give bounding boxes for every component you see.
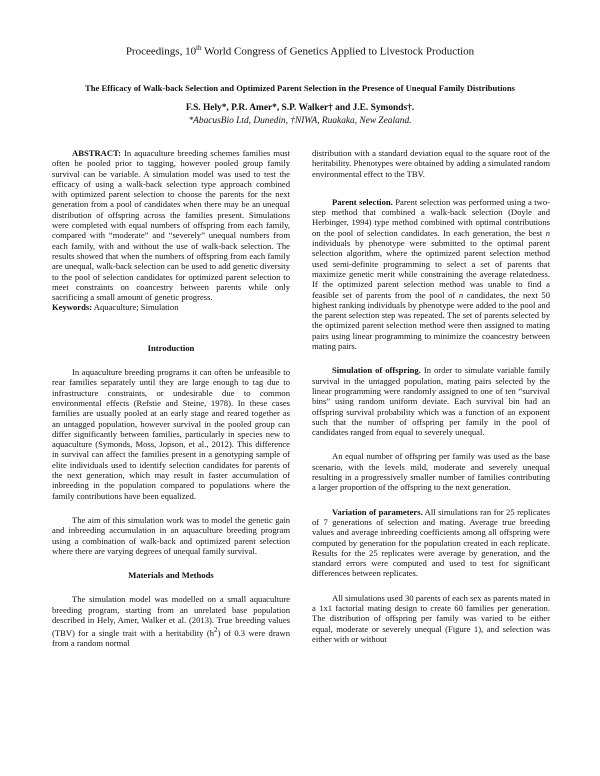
keywords	[52, 302, 290, 312]
methods-paragraph-1	[52, 594, 290, 648]
variation-heading: Variation of parameters.	[332, 506, 423, 517]
variation-text: All simulations ran for 25 replicates of 7 generations of selection and mating. Average true breeding values and average inbreeding coefficients among all offspring were computed by generation for the population created in each replicate. Results for the 25 replicates were average by generation, and the standard errors were computed and used to test for significant differences between replicates.	[312, 506, 550, 579]
left-column	[52, 148, 290, 649]
authors: F.S. Hely*, P.R. Amer*, S.P. Walker† and J.E. Symonds†.	[185, 103, 415, 113]
equal-offspring-paragraph: An equal number of offspring per family was used as the base scenario, with the levels mild, moderate and severely unequal resulting in a progressively smaller number of families contributing a larger proportion of the offspring to the next generation.	[312, 451, 550, 493]
parent-selection-text-c: candidates, the next 50 highest ranking individuals by phenotype were added to the pool and the parent selection step was repeated. The set of parents selected by the optimized parent selection method were then assigned to mating pairs using linear programming to minimize the coancestry between mating pairs.	[312, 289, 550, 352]
simulation-paragraph	[312, 365, 550, 437]
methods-text: The simulation model was modelled on a small aquaculture breeding program, starting from an unrelated base population described in Hely, Amer, Walker et al. (2013). True breeding values (TBV) for a single trait with a heritability (h	[52, 594, 290, 639]
proceedings-header	[0, 44, 600, 58]
heritability-superscript: 2	[214, 626, 218, 635]
methods-text-rest: ) of 0.3 were drawn from a random normal	[52, 628, 290, 649]
abstract	[52, 148, 290, 302]
parent-selection-paragraph	[312, 197, 550, 351]
abstract-text: In aquaculture breeding schemes families must often be pooled prior to tagging, however pooled group family survival can be variable. A simulation model was used to test the efficacy of using a walk-back selection type approach combined with optimized parent selection to choose the parents for the next generation from a pool of candidates when there may be an unequal distribution of offspring across the families present. Simulations were completed with equal numbers of offspring from each family, compared with “moderate” and “severely” unequal numbers from each family, with and without the use of walk-back selection. The results showed that when the numbers of offspring from each family are unequal, walk-back selection can be used to add genetic diversity to the pool of selection candidates for optimized parent selection to meet constraints on coancestry between parents while only sacrificing a small amount of genetic progress.	[52, 148, 290, 303]
right-column	[312, 148, 550, 644]
methods-heading: Materials and Methods	[128, 570, 214, 581]
simulation-text: In order to simulate variable family survival in the untagged population, mating pairs selected by the linear programming were randomly assigned to one of ten “survival bins” using random uniform deviate. Each survival bin had an offspring survival probability which was a function of an exponent such that the number of offspring per family in the pool of candidates ranged from equal to severely unequal.	[312, 365, 550, 438]
methods-paragraph-continued: distribution with a standard deviation equal to the square root of the heritability. Phenotypes were obtained by adding a simulated random environmental effect to the TBV.	[312, 148, 550, 179]
variable-n: n	[458, 289, 464, 300]
affiliation: *AbacusBio Ltd, Dunedin, †NIWA, Ruakaka, New Zealand.	[188, 116, 412, 126]
keywords-label: Keywords:	[52, 302, 93, 313]
introduction-paragraph-1: In aquaculture breeding programs it can often be unfeasible to rear families separately until they are large enough to tag due to infrastructure constraints, or undesirable due to common environmental effects (Refstie and Steine, 1978). In these cases families are usually pooled at an early stage and reared together as an untagged population, however survival in the pooled group can differ significantly between families, particularly in species new to aquaculture (Symonds, Moss, Jopson, et al., 2012). This difference in survival can affect the families present in a genotyping sample of elite individuals used to identify selection candidates for parents of the next generation, which may result in faster accumulation of inbreeding in the population compared to populations where the family contributions have been equalized.	[52, 367, 290, 501]
header-superscript: th	[196, 44, 202, 52]
header-text: Proceedings, 10	[125, 45, 197, 58]
introduction-heading: Introduction	[147, 342, 195, 353]
simulation-setup-paragraph: All simulations used 30 parents of each sex as parents mated in a 1x1 factorial mating design to create 60 families per generation. The distribution of offspring per family was varied to be either equal, moderate or severely unequal (Figure 1), and selection was either with or without	[312, 592, 550, 644]
simulation-heading: Simulation of offspring.	[332, 365, 421, 376]
parent-selection-heading: Parent selection.	[332, 196, 393, 207]
header-text-rest: World Congress of Genetics Applied to Livestock Production	[201, 45, 475, 58]
variation-paragraph	[312, 507, 550, 579]
introduction-paragraph-2: The aim of this simulation work was to model the genetic gain and inbreeding accumulation in an aquaculture breeding program using a combination of walk-back and optimized parent selection where there are varying degrees of unequal family survival.	[52, 514, 290, 556]
keywords-text: Aquaculture; Simulation	[92, 302, 179, 313]
variable-n: n	[545, 227, 550, 238]
paper-title: The Efficacy of Walk-back Selection and Optimized Parent Selection in the Presence of Unequal Family Distributions	[85, 83, 515, 93]
abstract-label: ABSTRACT:	[72, 148, 122, 158]
parent-selection-text-a: Parent selection was performed using a two-step method that combined a walk-back selection (Doyle and Herbinger, 1994) type method combined with optimal contributions on the pool of selection candidates. In each generation, the best	[312, 196, 550, 238]
parent-selection-text-b: individuals by phenotype were submitted to the optimal parent selection algorithm, where the optimized parent selection method used semi-definite programming to select a set of parents that maximize genetic merit while constraining the average relatedness. If the optimized parent selection method was unable to find a feasible set of parents from the pool of	[312, 238, 550, 300]
